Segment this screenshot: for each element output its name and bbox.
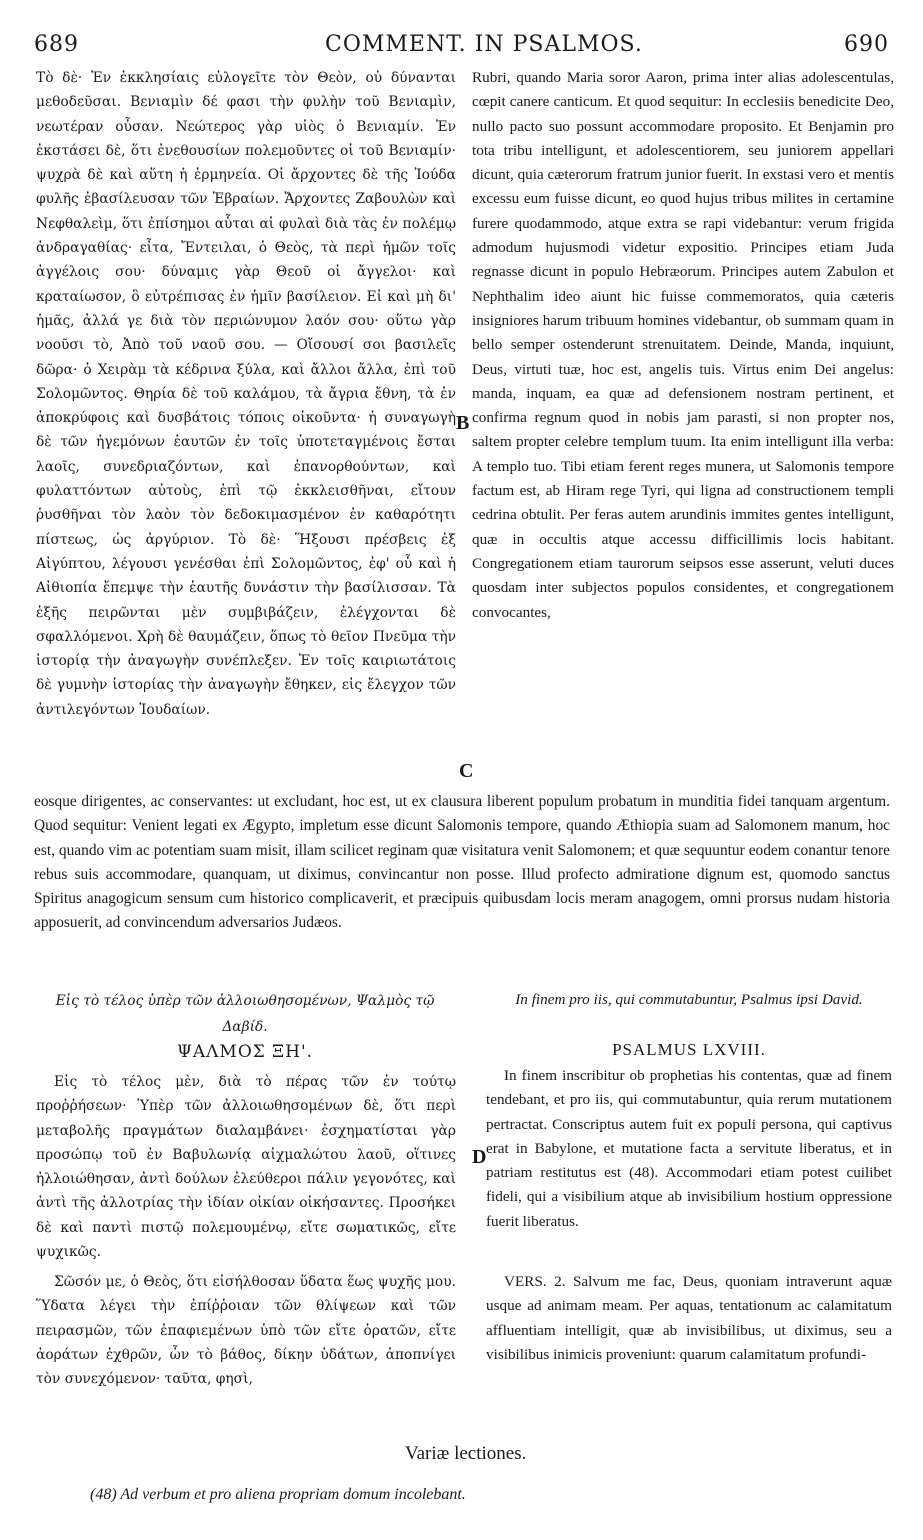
margin-mark-d: D bbox=[472, 1146, 487, 1168]
page-number: 689 bbox=[34, 32, 79, 57]
latin-psalm-number: PSALMUS LXVIII. bbox=[612, 1040, 766, 1059]
margin-mark-b: B bbox=[456, 412, 470, 434]
running-title: COMMENT. IN PSALMOS. bbox=[325, 32, 643, 57]
greek-psalm-title: Εἰς τὸ τέλος ὑπὲρ τῶν ἀλλοιωθησομένων, Ψαλμὸς τῷ Δαβίδ. bbox=[55, 993, 435, 1035]
variae-lectiones-heading: Variæ lectiones. bbox=[405, 1443, 527, 1464]
footnote-48: (48) Ad verbum et pro aliena propriam domum incolebant. bbox=[90, 1486, 466, 1503]
latin-psalm-title: In finem pro iis, qui commutabuntur, Psalmus ipsi David. bbox=[515, 991, 863, 1008]
latin-continuation: eosque dirigentes, ac conservantes: ut excludant, hoc est, ut ex clausura liberent populum probatum in munditia fidei tanquam argentum. Quod sequitur: Venient legati ex Ægypto, impletum esse dicunt Salomonis tempore, quando Æthiopia suam ad Salomonem manum, hoc est, quando vim ac potentiam suam misit, illam scilicet reginam quæ visitatura venit Salomonem; et quæ sequuntur eodem conantur tenore rebus suis accommodare, quanquam, ut diximus, convincantur non posse. Illud profecto admiratione dignum est, quomodo sanctus Spiritus anagogicum sensum cum historico complicaverit, et præcipuis quibusdam locis meram anagogem, omni prorsus nudam historia apposuerit, ad convincendum adversarios Judæos. bbox=[34, 793, 890, 932]
greek-column-lower bbox=[36, 1070, 456, 1264]
greek-paragraph: Τὸ δὲ· Ἐν ἐκκλησίαις εὐλογεῖτε τὸν Θεὸν, οὐ δύνανται μεθοδεῦσαι. Βενιαμὶν δέ φασι τὴν φυλὴν τοῦ Βενιαμὶν, νεωτέραν οὖσαν. Νεώτερος γὰρ υἱὸς ὁ Βενιαμίν. Ἐν ἐκστάσει δὲ, ὅτι ἐνεθουσίων πολεμοῦντες οἱ τοῦ Βενιαμίν· ψυχρὰ δὲ καὶ αὕτη ἡ ἑρμηνεία. Οἱ ἄρχοντες δὲ τῆς Ἰούδα φυλῆς ἐβασίλευσαν τῶν Ἑβραίων. Ἄρχοντες Ζαβουλὼν καὶ Νεφθαλεὶμ, ὅτι ἐπίσημοι αὗται αἱ φυλαὶ διὰ τὰς ἐν πολέμῳ ἀνδραγαθίας· εἶτα, Ἔντειλαι, ὁ Θεὸς, τὰ περὶ ἡμῶν τοῖς ἀγγέλοις σου· δύναμις γὰρ Θεοῦ οἱ ἄγγελοι· καὶ κραταίωσον, ὃ εὐτρέπισας ἐν ἡμῖν βασίλειον. Εἰ καὶ μὴ δι' ἡμᾶς, ἀλλά γε διὰ τὸν περιώνυμον λαόν σου· οὕτω γὰρ νοοῦσι τὸ, Ἀπὸ τοῦ ναοῦ σου. — Οἴσουσί σοι βασιλεῖς δῶρα· ὁ Χειρὰμ τὰ κέδρινα ξύλα, καὶ ἄλλοι ἄλλα, ἐπὶ τοῦ Σολομῶντος. Θηρία δὲ τοῦ καλάμου, τὰ ἄγρια ἔθνη, τὰ ἐν ἀποκρύφοις καὶ δυσβάτοις τόποις οἰκοῦντα· ἡ συναγωγὴ δὲ τῶν ἡγεμόνων ἑαυτῶν ἐν τοῖς ὑποτεταγμένοις ἔσται λαοῖς, συνεδριαζόντων, καὶ ἐπανορθούντων, καὶ φυλαττόντων αὐτοὺς, ἐπὶ τῷ ἐκκλεισθῆναι, εἴτουν ῥυσθῆναι τὸν λαὸν τὸν δεδοκιμασμένον ἐν καθαρότητι πίστεως, ὡς ἀργύριον. Τὸ δὲ· Ἥξουσι πρέσβεις ἐξ Αἰγύπτου, λέγουσι γενέσθαι ἐπὶ Σολομῶντος, ἐφ' οὗ καὶ ἡ Αἰθιοπία ἔπεμψε τὴν ἑαυτῆς δυνάστιν τὴν βασίλισσαν. Τὰ ἑξῆς πειρῶνται μὲν συμβιβάζειν, ἐλέγχονται δὲ σφαλλόμενοι. Χρὴ δὲ θαυμάζειν, ὅπως τὸ θεῖον Πνεῦμα τὴν ἱστορίᾳ τὴν ἀναγωγὴν συνέπλεξεν. Ἐν τοῖς καιριωτάτοις δὲ γυμνὴν ἱστορίας τὴν ἀναγωγὴν ἔθηκεν, εἰς ἔλεγχον τῶν ἀντιλεγόντων Ἰουδαίων. bbox=[36, 70, 456, 718]
latin-column-upper bbox=[472, 66, 894, 625]
margin-mark-c: C bbox=[459, 760, 474, 782]
greek-column-lower-verse bbox=[36, 1270, 456, 1391]
latin-paragraph: Rubri, quando Maria soror Aaron, prima inter alias adolescentulas, cœpit canere canticum. Et quod sequitur: In ecclesiis benedicite Deo, nullo pacto suo possunt accommodare proposito. Et Benjamin pro tota tribu intelligunt, et adolescentiorem, seu juniorem appellari dicunt, quia cæterorum fratrum junior fuerit. In exstasi vero et mentis excessu eum fuisse dicunt, eo quod hujus tribus milites in certamine furere quodammodo, atque extra se rapi videbantur: verum frigida admodum hujusmodi videtur expositio. Principes etiam Juda regnasse dicunt in populo Hebræorum. Principes autem Zabulon et Nephthalim ideo aiunt hic fuisse commemoratos, quia cæteris insigniores harum tribuum homines videbantur, ob summam quam in bello semper ostenderunt strenuitatem. Deinde, Manda, inquiunt, Deus, virtuti tuæ, hoc est, angelis tuis. Virtus enim Dei angelus: manda, inquam, ea quæ ad defensionem nostram pertinent, et confirma regnum quod in nobis jam parasti, si non propter nos, saltem propter celebre templum tuum. Ita enim intelligunt illa verba: A templo tuo. Tibi etiam ferent reges munera, ut Salomonis tempore factum est, ab Hiram rege Tyri, qui ligna ad constructionem templi cedrina obtulit. Per feras autem arundinis immites gentes intelligunt, quæ in occultis atque accessu difficillimis locis habitant. Congregationem etiam taurorum seipsos esse asserunt, veluti duces quosdam inter subjectos populos considentes, et congregationem convocantes, bbox=[472, 69, 894, 621]
latin-column-lower-verse bbox=[486, 1270, 892, 1367]
greek-psalm-intro: Εἰς τὸ τέλος μὲν, διὰ τὸ πέρας τῶν ἐν τούτῳ προῤῥήσεων· Ὑπὲρ τῶν ἀλλοιωθησομένων δὲ, ὅτι περὶ μεταβολῆς πραγμάτων διαλαμβάνει· ἐσχηματίσται γὰρ προσώπῳ τοῦ ἐν Βαβυλωνίᾳ αἰχμαλώτου λαοῦ, οἵτινες ἠλλοιώθησαν, ἀντὶ δούλων ἐλεύθεροι πάλιν γεγονότες, καὶ ἀντὶ τῆς ἀλλοτρίας τὴν ἰδίαν οἰκίαν οἰκήσαντες. Προσήκει δὲ καὶ παντὶ πιστῷ πολεμουμένῳ, εἴτε σωματικῶς, εἴτε ψυχικῶς. bbox=[36, 1074, 456, 1261]
right-folio: 690 bbox=[844, 32, 889, 57]
full-width-latin bbox=[34, 790, 890, 936]
latin-verse-comment: VERS. 2. Salvum me fac, Deus, quoniam intraverunt aquæ usque ad animam meam. Per aquas, tentationum ac calamitatum affluentiam intelligit, quæ ab invisibilibus, ut diximus, seu a visibilibus inimicis proveniunt: quarum calamitatum profundi- bbox=[486, 1273, 892, 1363]
greek-verse-comment: Σῶσόν με, ὁ Θεὸς, ὅτι εἰσήλθοσαν ὕδατα ἕως ψυχῆς μου. Ὕδατα λέγει τὴν ἐπίῤῥοιαν τῶν θλίψεων καὶ τῶν πειρασμῶν, τῶν ἐπαφιεμένων ὑπὸ τῶν εἴτε ὁρατῶν, εἴτε ἀοράτων ἐχθρῶν, ὧν τὸ βάθος, δίκην ὑδάτων, ἀποπνίγει τὸν συνεχόμενον· ταῦτα, φησὶ, bbox=[36, 1274, 456, 1388]
latin-column-lower bbox=[486, 1064, 892, 1234]
latin-psalm-intro: In finem inscribitur ob prophetias his contentas, quæ ad finem tendebant, et pro iis, qui commutabuntur, quia rerum mutationem pertractat. Conscriptus autem fuit ex populi persona, qui captivus erat in Babylone, et mutatione facta a servitute liberatus, et in patriam restitutus est (48). Accommodari etiam potest cuilibet fideli, qui a visibilium atque ab invisibilium hostium oppressione fuerit liberatus. bbox=[486, 1067, 892, 1230]
greek-psalm-number: ΨΑΛΜΟΣ ΞΗ'. bbox=[176, 1042, 314, 1062]
greek-column-upper bbox=[36, 66, 456, 722]
